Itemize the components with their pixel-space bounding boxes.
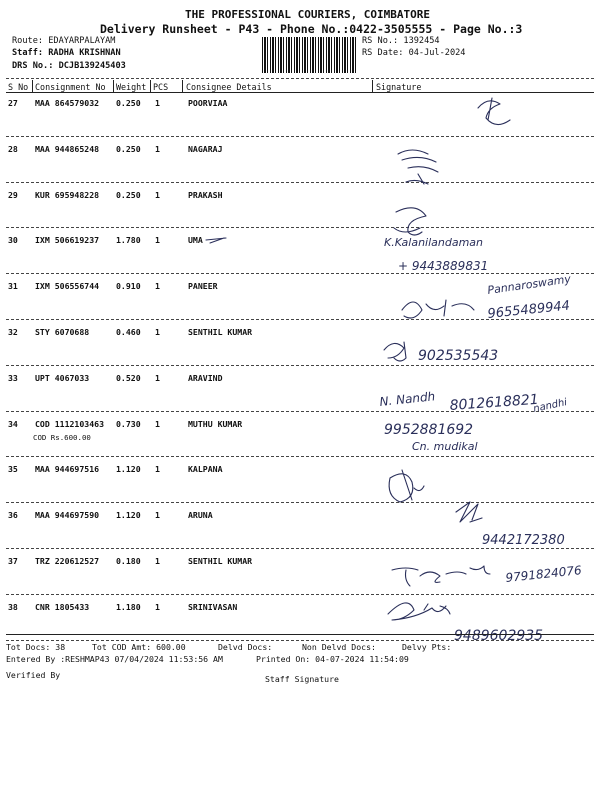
drs-label: DRS No.: DCJB139245403 [12,61,126,71]
staff-label: Staff: RADHA KRISHNAN [12,48,121,58]
row-sno: 30 [8,235,18,246]
row-consignment: IXM 506619237 [35,235,100,246]
row-consignment: UPT 4067033 [35,372,90,383]
rs-date: RS Date: 04-Jul-2024 [362,48,466,58]
signature-38 [388,603,450,620]
row-consignment: TRZ 220612527 [35,556,100,566]
row-consignment: CNR 1805433 [35,601,90,612]
row-weight: 0.520 [116,372,141,383]
delivery-points: Delvy Pts: [402,642,452,652]
row-consignment: MAA 944697516 [35,464,100,475]
row-consignee: KALPANA [188,464,223,475]
row-weight: 1.120 [116,510,141,521]
row-weight: 0.460 [116,327,141,337]
row-pcs: 1 [155,327,160,337]
company-title: THE PROFESSIONAL COURIERS, COIMBATORE [185,8,431,21]
row-sno: 38 [8,601,18,612]
row-sno: 35 [8,464,18,475]
row-sno: 29 [8,189,18,200]
signature-36 [456,502,482,522]
row-weight: 0.730 [116,418,141,429]
row-consignee: UMA [188,235,203,246]
row-pcs: 1 [155,235,160,246]
row-consignment: IXM 506556744 [35,281,100,292]
handwriting-38: 9489602935 [454,628,544,644]
row-consignment: KUR 695948228 [35,189,100,200]
handwriting-33c: nandhi [532,397,569,415]
row-consignee: MUTHU KUMAR [188,418,243,429]
delivered-docs: Delvd Docs: [218,642,273,652]
row-consignment: MAA 864579032 [35,98,100,108]
row-sno: 31 [8,281,18,292]
signature-32 [384,342,406,361]
row-consignee: PRAKASH [188,189,223,200]
handwriting-31a: Pannaroswamy [486,272,572,297]
row-pcs: 1 [155,556,160,566]
verified-by: Verified By [6,670,61,680]
col-pcs: PCS [153,82,169,92]
row-consignee: PANEER [188,281,218,292]
row-pcs: 1 [155,372,160,383]
signature-27 [478,98,510,125]
handwriting-30b: + 9443889831 [398,259,489,273]
row-weight: 0.250 [116,98,141,108]
row-pcs: 1 [155,464,160,475]
signature-35 [389,470,424,502]
row-sno: 28 [8,143,18,154]
row-consignment: MAA 944697590 [35,510,100,521]
handwriting-32: 902535543 [418,348,499,364]
row-pcs: 1 [155,143,160,154]
handwriting-34b: Cn. mudikal [412,440,478,453]
row-sno: 33 [8,372,18,383]
row-consignee: NAGARAJ [188,143,223,154]
row-weight: 0.250 [116,143,141,154]
row-sno: 36 [8,510,18,521]
row-pcs: 1 [155,189,160,200]
row-consignment: STY 6070688 [35,327,90,337]
signature-37 [392,566,490,586]
signature-31 [402,300,474,318]
signature-29 [394,208,426,235]
handwriting-30a: K.Kalanilandaman [384,236,484,249]
printed-on: Printed On: 04-07-2024 11:54:09 [256,654,409,664]
row-sno: 27 [8,98,18,108]
footer-rule [6,634,594,635]
row-sno: 32 [8,327,18,337]
row-pcs: 1 [155,510,160,521]
handwriting-33a: N. Nandh [378,389,436,409]
total-cod-amount: Tot COD Amt: 600.00 [92,642,186,652]
runsheet-title: Delivery Runsheet - P43 - Phone No.:0422-3505555 - Page No.:3 [100,22,523,36]
row-consignee: ARUNA [188,510,213,521]
row-weight: 0.910 [116,281,141,292]
row-weight: 0.180 [116,556,141,566]
col-consignee: Consignee Details [186,82,272,92]
row-pcs: 1 [155,418,160,429]
entered-by: Entered By :RESHMAP43 07/04/2024 11:53:56 AM [6,654,223,664]
handwriting-31b: 9655489944 [486,298,571,322]
row-pcs: 1 [155,281,160,292]
col-sno: S No [8,82,29,92]
total-docs: Tot Docs: 38 [6,642,66,652]
strike-30 [206,238,226,243]
handwriting-33b: 8012618821 [449,391,540,414]
row-consignee: POORVIAA [188,98,228,108]
row-weight: 1.780 [116,235,141,246]
col-weight: Weight [116,82,147,92]
row-consignee: SENTHIL KUMAR [188,556,253,566]
row-consignee: SENTHIL KUMAR [188,327,253,337]
handwriting-36: 9442172380 [482,533,565,548]
row-weight: 0.250 [116,189,141,200]
col-consignment: Consignment No [35,82,106,92]
row-weight: 1.120 [116,464,141,475]
row-consignee: SRINIVASAN [188,601,238,612]
rs-number: RS No.: 1392454 [362,36,440,46]
route-label: Route: EDAYARPALAYAM [12,36,116,46]
row-consignment: MAA 944865248 [35,143,100,154]
signature-28 [398,150,438,184]
row-pcs: 1 [155,601,160,612]
row-sno: 37 [8,556,18,566]
staff-signature-label: Staff Signature [265,674,339,684]
col-signature: Signature [376,82,422,92]
row-pcs: 1 [155,98,160,108]
row-consignment: COD 1112103463 [35,418,105,429]
non-delivered-docs: Non Delvd Docs: [302,642,376,652]
row-sno: 34 [8,418,18,429]
row-cod-amount: COD Rs.600.00 [33,432,91,442]
handwriting-37: 9791824076 [504,563,583,585]
handwriting-34a: 9952881692 [384,422,474,438]
row-consignee: ARAVIND [188,372,223,383]
row-weight: 1.180 [116,601,141,612]
